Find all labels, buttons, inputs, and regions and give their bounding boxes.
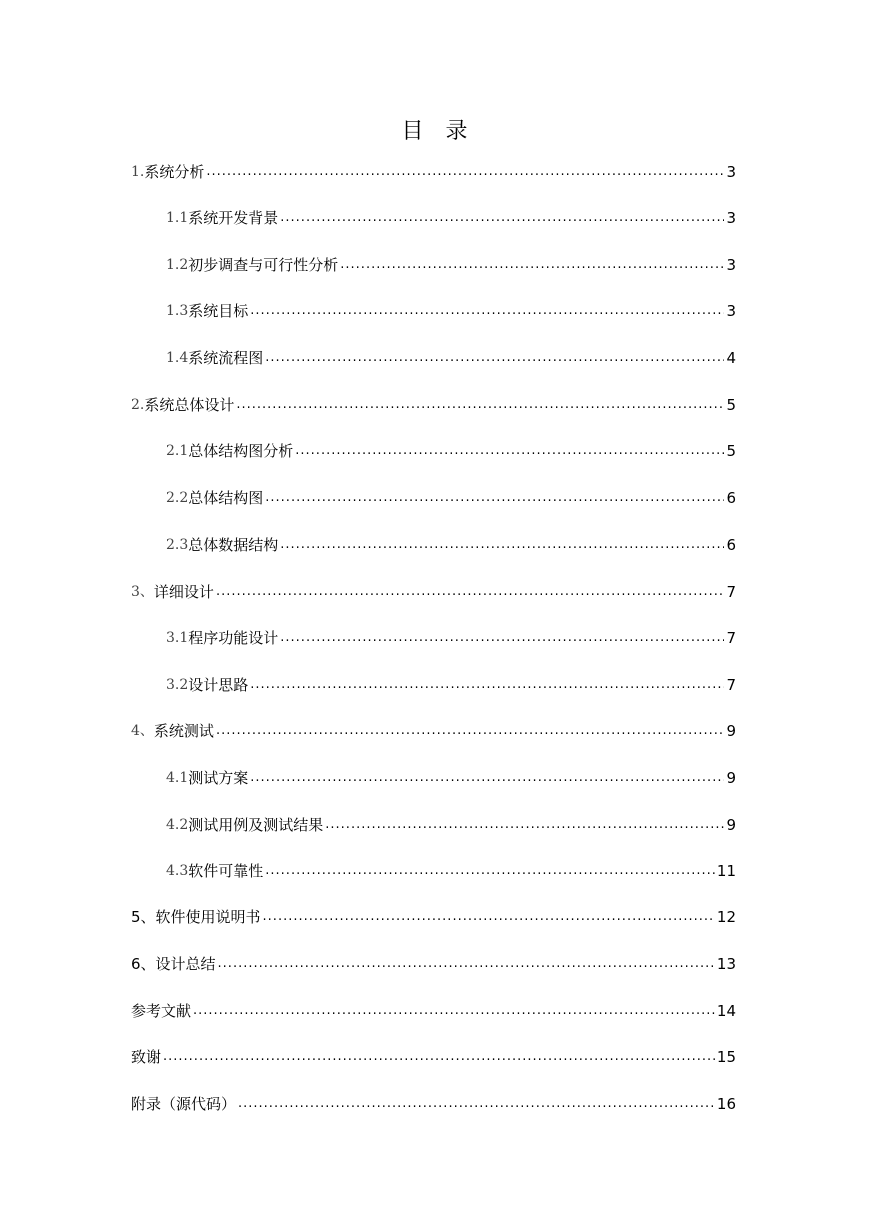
toc-entry-label: 总体结构图 xyxy=(188,489,264,507)
toc-entry-label: 系统开发背景 xyxy=(188,209,279,227)
toc-entry-number: 4.2 xyxy=(166,817,189,833)
toc-entry-number: 1. xyxy=(131,164,145,180)
toc-leader xyxy=(280,207,724,229)
toc-entry-label: 系统分析 xyxy=(144,163,205,181)
toc-entry[interactable] xyxy=(166,440,736,462)
toc-entry[interactable] xyxy=(166,674,736,696)
toc-leader xyxy=(265,860,715,882)
toc-entry-page: 5 xyxy=(726,396,736,414)
toc-entry-label: 程序功能设计 xyxy=(188,629,279,647)
toc-entry-number: 1.4 xyxy=(166,350,189,366)
toc-leader xyxy=(163,1046,715,1068)
toc-entry-number: 2. xyxy=(131,397,145,413)
toc-entry[interactable] xyxy=(166,860,736,882)
toc-entry-page: 5 xyxy=(726,442,736,460)
toc-entry-label: 参考文献 xyxy=(131,1002,192,1020)
toc-entry-page: 3 xyxy=(726,163,736,181)
toc-leader xyxy=(250,767,724,789)
toc-leader xyxy=(216,720,725,742)
toc-entry-label: 软件可靠性 xyxy=(188,862,264,880)
toc-entry-number: 1.2 xyxy=(166,257,189,273)
toc-entry-page: 13 xyxy=(716,955,736,973)
toc-entry-number: 2.2 xyxy=(166,490,189,506)
toc-entry-page: 4 xyxy=(726,349,736,367)
toc-leader xyxy=(250,300,724,322)
toc-entry[interactable] xyxy=(166,767,736,789)
toc-entry-label: 系统目标 xyxy=(188,302,249,320)
toc-entry-page: 16 xyxy=(716,1095,736,1113)
toc-entry-number: 4.3 xyxy=(166,863,189,879)
toc-leader xyxy=(218,953,715,975)
toc-entry-page: 7 xyxy=(726,583,736,601)
toc-entry-number: 4、 xyxy=(131,723,154,739)
toc-entry[interactable] xyxy=(166,487,736,509)
toc-entry[interactable] xyxy=(166,814,736,836)
toc-entry-label: 系统流程图 xyxy=(188,349,264,367)
toc-entry-page: 3 xyxy=(726,302,736,320)
toc-entry-number: 3.1 xyxy=(166,630,189,646)
toc-entry-label: 附录（源代码） xyxy=(131,1095,237,1113)
toc-entry-label: 系统总体设计 xyxy=(144,396,235,414)
toc-entry-number: 2.1 xyxy=(166,443,189,459)
toc-entry-page: 6 xyxy=(726,536,736,554)
toc-entry[interactable] xyxy=(166,347,736,369)
toc-entry[interactable] xyxy=(131,1046,736,1068)
toc-leader xyxy=(193,1000,715,1022)
toc-entry-page: 14 xyxy=(716,1002,736,1020)
toc-leader xyxy=(295,440,724,462)
toc-entry-label: 总体数据结构 xyxy=(188,536,279,554)
toc-leader xyxy=(236,394,724,416)
toc-entry-page: 3 xyxy=(726,209,736,227)
toc-entry-page: 3 xyxy=(726,256,736,274)
toc-entry-page: 9 xyxy=(726,769,736,787)
toc-leader xyxy=(216,581,725,603)
title-char-2: 录 xyxy=(445,119,468,144)
toc-entry-page: 15 xyxy=(716,1048,736,1066)
toc-leader xyxy=(250,674,724,696)
toc-entry[interactable] xyxy=(131,720,736,742)
toc-entry-number: 2.3 xyxy=(166,537,189,553)
toc-entry-label: 测试方案 xyxy=(188,769,249,787)
toc-entry[interactable] xyxy=(131,1093,736,1115)
toc-leader xyxy=(340,254,724,276)
toc-entry[interactable] xyxy=(131,161,736,183)
toc-entry-label: 致谢 xyxy=(131,1048,162,1066)
toc-entry[interactable] xyxy=(166,300,736,322)
toc-entry-label: 详细设计 xyxy=(153,583,214,601)
toc-entry-label: 系统测试 xyxy=(153,722,214,740)
toc-entry[interactable] xyxy=(131,581,736,603)
toc-entry-label: 6、设计总结 xyxy=(131,955,216,973)
toc-leader xyxy=(238,1093,715,1115)
toc-entry[interactable] xyxy=(166,534,736,556)
toc-entry-label: 总体结构图分析 xyxy=(188,442,294,460)
toc-entry-number: 1.3 xyxy=(166,303,189,319)
toc-entry-label: 5、软件使用说明书 xyxy=(131,908,261,926)
toc-leader xyxy=(265,487,724,509)
toc-entry[interactable] xyxy=(166,207,736,229)
toc-entry[interactable] xyxy=(131,953,736,975)
toc-entry-number: 4.1 xyxy=(166,770,189,786)
toc-entry-label: 设计思路 xyxy=(188,676,249,694)
toc-entry-number: 3、 xyxy=(131,584,154,600)
toc-entry[interactable] xyxy=(166,254,736,276)
toc-leader xyxy=(280,534,724,556)
toc-entry-number: 3.2 xyxy=(166,677,189,693)
toc-leader xyxy=(263,906,715,928)
toc-entry[interactable] xyxy=(131,906,736,928)
toc-entry-label: 初步调查与可行性分析 xyxy=(188,256,339,274)
toc-entry-page: 9 xyxy=(726,722,736,740)
toc-entry-page: 12 xyxy=(716,908,736,926)
toc-entry-page: 7 xyxy=(726,676,736,694)
toc-entry[interactable] xyxy=(166,627,736,649)
toc-entry-page: 6 xyxy=(726,489,736,507)
toc-leader xyxy=(280,627,724,649)
toc-entry-page: 11 xyxy=(716,862,736,880)
toc-leader xyxy=(325,814,724,836)
title-char-1: 目 xyxy=(401,119,424,144)
toc-entry-page: 9 xyxy=(726,816,736,834)
toc-entry[interactable] xyxy=(131,394,736,416)
toc-entry-page: 7 xyxy=(726,629,736,647)
toc-entry[interactable] xyxy=(131,1000,736,1022)
toc-entry-label: 测试用例及测试结果 xyxy=(188,816,324,834)
toc-leader xyxy=(265,347,724,369)
toc-entry-number: 1.1 xyxy=(166,210,189,226)
toc-leader xyxy=(206,161,724,183)
